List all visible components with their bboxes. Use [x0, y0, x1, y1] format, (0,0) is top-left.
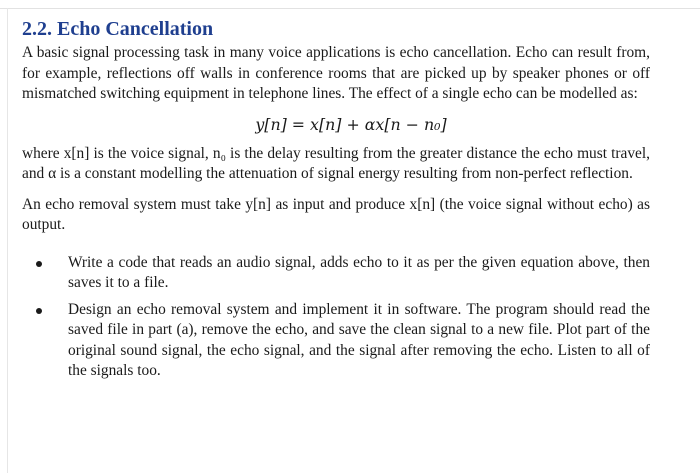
equation-text: y[n] = x[n] + αx[n − n₀] [255, 114, 447, 134]
task-text: Design an echo removal system and implement it in software. The program should read the saved file in part (a), remove the echo, and save the clean signal to a new file. Plot part of the original sound signal, the echo signal, and the signal after removing the echo. Listen to all of the signals too. [68, 300, 650, 379]
intro-paragraph: A basic signal processing task in many voice applications is echo cancellation. Echo can result from, for example, reflections off walls in conference rooms that are picked up by speaker phones or off mismatched switching equipment in telephone lines. The effect of a single echo can be modelled as: [22, 44, 650, 102]
echo-removal-paragraph: An echo removal system must take y[n] as input and produce x[n] (the voice signal without echo) as output. [22, 195, 650, 233]
document-page [22, 16, 650, 388]
task-text: Write a code that reads an audio signal, adds echo to it as per the given equation above, then saves it to a file. [68, 253, 650, 291]
echo-equation [22, 115, 650, 136]
bullet-icon [36, 261, 42, 267]
task-item-design-system [22, 300, 650, 382]
bullet-icon [36, 308, 42, 314]
task-item-write-code [22, 253, 650, 294]
variable-definition-paragraph: where x[n] is the voice signal, n₀ is the delay resulting from the greater distance the echo must travel, and α is a constant modelling the attenuation of signal energy resulting from non-perfect reflection. [22, 144, 650, 182]
page-top-border [0, 8, 700, 9]
section-title: 2.2. Echo Cancellation [22, 18, 214, 40]
task-list [22, 253, 650, 382]
page-left-border [7, 8, 8, 473]
